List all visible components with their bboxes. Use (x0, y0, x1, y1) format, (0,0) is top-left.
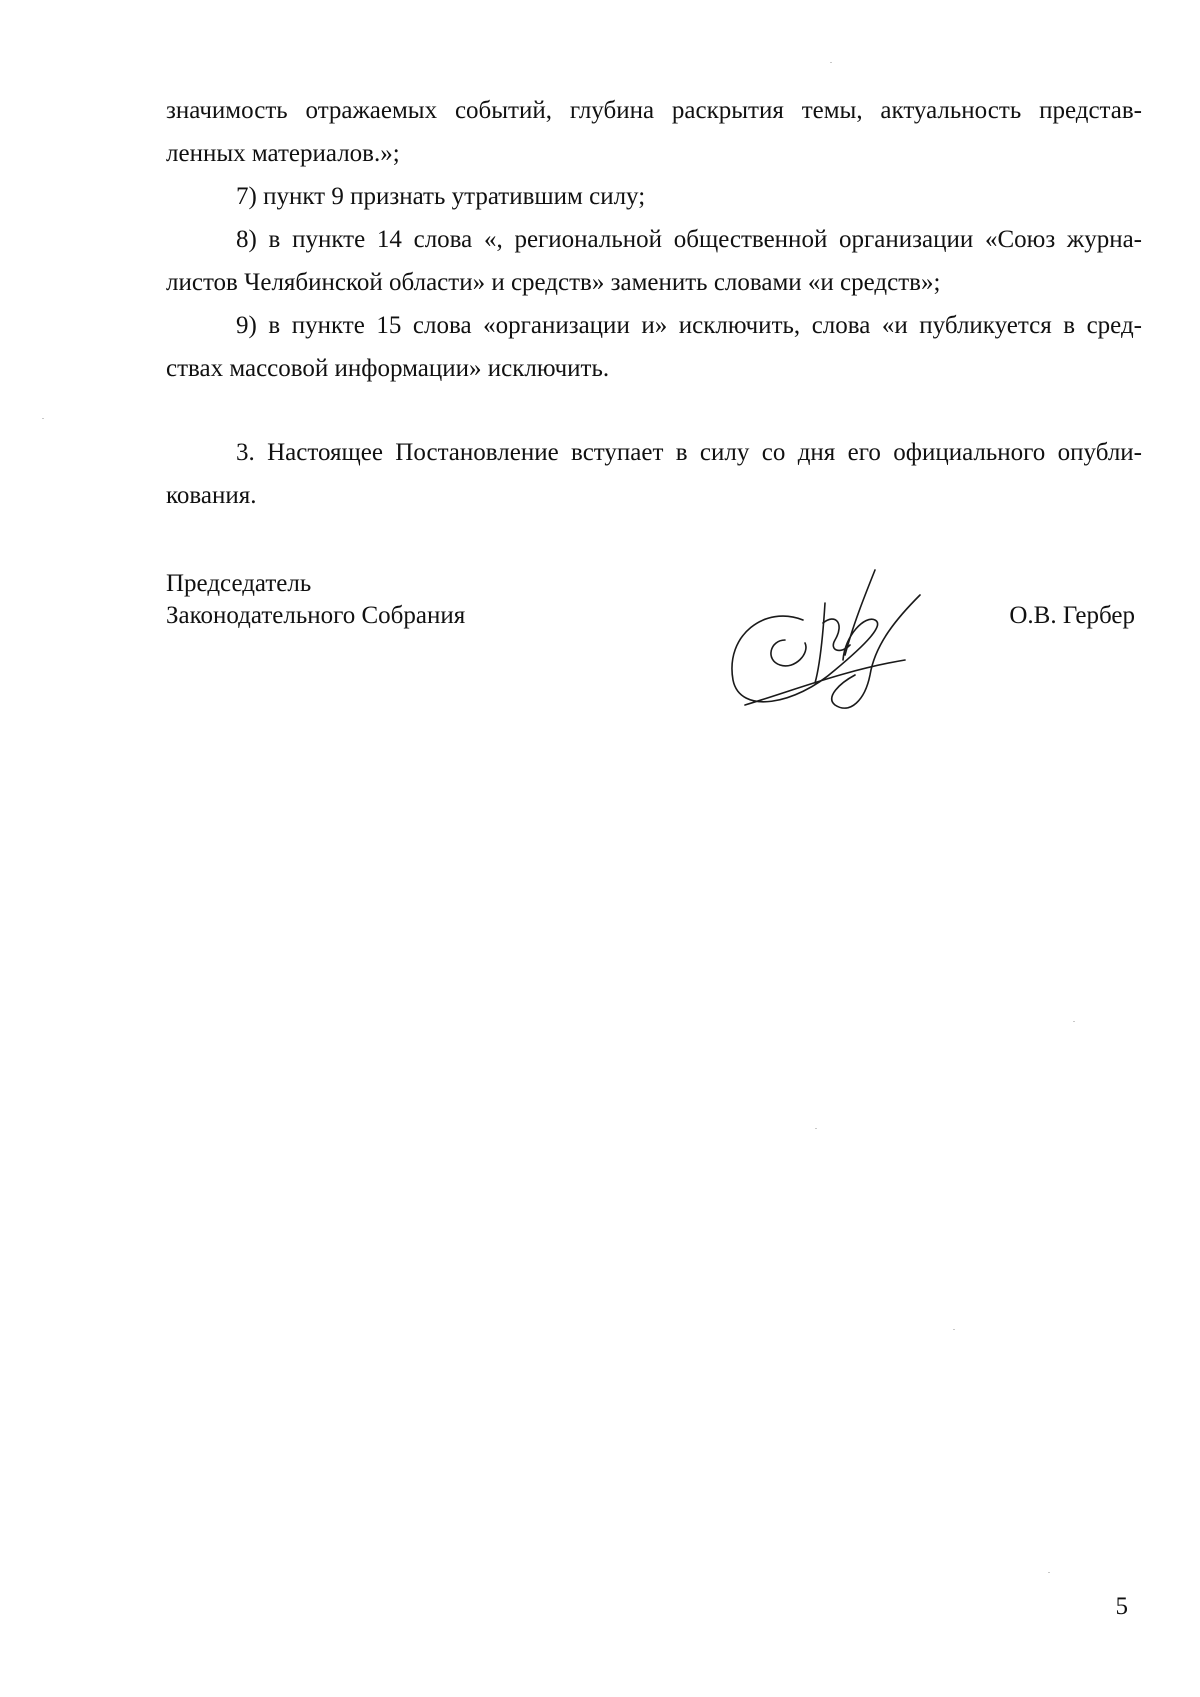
scan-speck (42, 418, 44, 419)
item-8-line-2: листов Челябинской области» и средств» заменить словами «и средств»; (166, 269, 941, 296)
item-9-line-1: 9) в пункте 15 слова «организации и» исключить, слова «и публикуется в сред- (236, 312, 1142, 339)
signature-stroke-7 (745, 660, 905, 705)
scan-speck (815, 1128, 817, 1129)
signatory-name: О.В. Гербер (1009, 602, 1135, 629)
page-number: 5 (1115, 1593, 1128, 1620)
scan-speck (1073, 1021, 1075, 1022)
paragraph-6-line-1: значимость отражаемых событий, глубина раскрытия темы, актуальность представ- (166, 97, 1142, 124)
scan-speck (953, 1329, 955, 1330)
signatory-title-line-1: Председатель (166, 570, 312, 597)
section-3-line-2: кования. (166, 482, 257, 509)
section-3-line-1: 3. Настоящее Постановление вступает в силу со дня его официального опубли- (236, 439, 1142, 466)
signatory-title-line-2: Законодательного Собрания (166, 602, 466, 629)
signature-stroke-3 (815, 603, 825, 683)
signature-stroke-1 (732, 616, 878, 702)
paragraph-6-line-2: ленных материалов.»; (166, 140, 400, 167)
item-7: 7) пункт 9 признать утратившим силу; (236, 183, 646, 210)
handwritten-signature (725, 565, 945, 725)
item-9-line-2: ствах массовой информации» исключить. (166, 355, 610, 382)
item-8-line-1: 8) в пункте 14 слова «, региональной общественной организации «Союз журна- (236, 226, 1142, 253)
signature-stroke-5 (845, 570, 875, 655)
signature-stroke-2 (771, 640, 806, 666)
scan-speck (1048, 1572, 1050, 1573)
scan-speck (830, 62, 832, 63)
